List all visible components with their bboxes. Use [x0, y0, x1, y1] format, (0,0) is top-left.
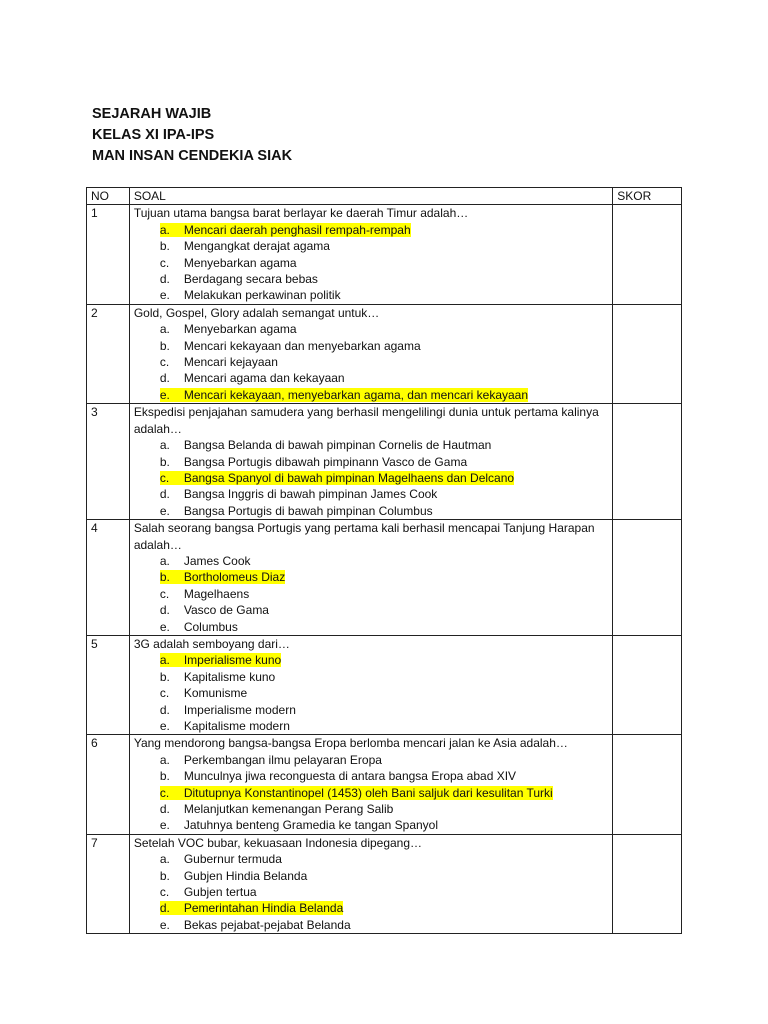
answer-option: [134, 768, 608, 784]
option-letter: b.: [159, 239, 170, 254]
score-cell[interactable]: [613, 520, 682, 636]
option-letter: e.: [159, 288, 170, 303]
option-highlight: [160, 455, 467, 469]
option-letter: b.: [159, 338, 170, 353]
option-letter: b.: [159, 769, 170, 784]
option-text: Ditutupnya Konstantinopel (1453) oleh Bani saljuk dari kesulitan Turki: [183, 785, 553, 800]
answer-option: [134, 917, 608, 933]
option-letter: d.: [159, 702, 170, 717]
option-text: Vasco de Gama: [183, 603, 269, 618]
answer-option: [134, 702, 608, 718]
option-text: Gubjen tertua: [183, 885, 257, 900]
question-cell: [129, 520, 612, 636]
option-text: Mencari daerah penghasil rempah-rempah: [183, 222, 411, 237]
option-highlight: [160, 504, 433, 518]
option-text: Pemerintahan Hindia Belanda: [183, 901, 344, 916]
option-highlight: [160, 753, 382, 767]
option-text: Mencari kejayaan: [183, 355, 278, 370]
table-row: [87, 834, 682, 933]
option-letter: a.: [159, 438, 170, 453]
option-letter: a.: [159, 752, 170, 767]
answer-option-highlighted: [134, 569, 608, 585]
option-text: Gubjen Hindia Belanda: [183, 868, 308, 883]
option-letter: c.: [159, 586, 170, 601]
option-list: [134, 652, 608, 734]
option-letter: b.: [159, 868, 170, 883]
option-letter: a.: [159, 322, 170, 337]
answer-option-highlighted: [134, 785, 608, 801]
answer-option: [134, 685, 608, 701]
option-letter: d.: [159, 272, 170, 287]
option-highlight: [160, 339, 421, 353]
question-cell: [129, 735, 612, 834]
option-letter: a.: [159, 653, 170, 668]
header-class: KELAS XI IPA-IPS: [92, 127, 215, 143]
option-highlight: [160, 256, 297, 270]
question-number: 5: [87, 635, 130, 734]
answer-option: [134, 437, 608, 453]
option-letter: a.: [159, 553, 170, 568]
option-highlight: [160, 852, 282, 866]
answer-option: [134, 851, 608, 867]
score-cell[interactable]: [613, 635, 682, 734]
option-text: Bangsa Belanda di bawah pimpinan Cornelis de Hautman: [183, 438, 492, 453]
option-letter: b.: [159, 454, 170, 469]
option-highlight: [160, 686, 247, 700]
option-highlight: [160, 885, 257, 899]
table-row: [87, 520, 682, 636]
option-highlight: [160, 554, 251, 568]
option-text: Menyebarkan agama: [183, 255, 297, 270]
question-cell: [129, 834, 612, 933]
answer-option: [134, 338, 608, 354]
option-letter: c.: [159, 885, 170, 900]
option-list: [134, 222, 608, 304]
option-letter: e.: [159, 818, 170, 833]
option-letter: c.: [159, 355, 170, 370]
option-highlight: [160, 272, 318, 286]
option-highlight: [160, 802, 393, 816]
option-highlight: [160, 918, 351, 932]
question-number: 4: [87, 520, 130, 636]
option-highlight: [160, 603, 269, 617]
option-text: Mengangkat derajat agama: [183, 239, 330, 254]
option-highlight: [160, 587, 249, 601]
option-text: Menyebarkan agama: [183, 322, 297, 337]
question-number: 2: [87, 304, 130, 403]
option-list: [134, 851, 608, 933]
question-text: Setelah VOC bubar, kekuasaan Indonesia dipegang…: [133, 835, 423, 850]
answer-option: [134, 370, 608, 386]
option-text: Mencari kekayaan, menyebarkan agama, dan mencari kekayaan: [183, 387, 529, 402]
answer-option-highlighted: [134, 900, 608, 916]
option-letter: e.: [159, 387, 170, 402]
option-highlight: [160, 786, 553, 800]
option-highlight: [160, 570, 285, 584]
option-highlight: [160, 703, 296, 717]
answer-option-highlighted: [134, 387, 608, 403]
option-highlight: [160, 388, 528, 402]
question-text: Tujuan utama bangsa barat berlayar ke daerah Timur adalah…: [133, 206, 469, 221]
answer-option: [134, 817, 608, 833]
question-cell: [129, 304, 612, 403]
question-text: Salah seorang bangsa Portugis yang pertama kali berhasil mencapai Tanjung Harapan adalah…: [133, 521, 595, 552]
answer-option: [134, 586, 608, 602]
option-text: Melakukan perkawinan politik: [183, 288, 341, 303]
answer-option: [134, 454, 608, 470]
answer-option: [134, 486, 608, 502]
answer-option: [134, 752, 608, 768]
option-text: Mencari agama dan kekayaan: [183, 371, 345, 386]
option-highlight: [160, 769, 516, 783]
score-cell[interactable]: [613, 304, 682, 403]
option-letter: b.: [159, 669, 170, 684]
answer-option: [134, 718, 608, 734]
question-table: [86, 187, 682, 934]
answer-option: [134, 868, 608, 884]
table-header-row: [87, 188, 682, 205]
option-text: Mencari kekayaan dan menyebarkan agama: [183, 338, 421, 353]
answer-option: [134, 321, 608, 337]
option-highlight: [160, 901, 343, 915]
option-text: Bangsa Portugis dibawah pimpinann Vasco de Gama: [183, 454, 468, 469]
option-list: [134, 553, 608, 635]
question-text: Ekspedisi penjajahan samudera yang berhasil mengelilingi dunia untuk pertama kalinya adalah…: [133, 405, 599, 436]
option-letter: e.: [159, 917, 170, 932]
option-letter: d.: [159, 603, 170, 618]
question-text: 3G adalah semboyang dari…: [133, 636, 290, 651]
option-highlight: [160, 322, 297, 336]
option-letter: e.: [159, 503, 170, 518]
answer-option: [134, 238, 608, 254]
option-letter: b.: [159, 570, 170, 585]
score-cell[interactable]: [613, 205, 682, 304]
option-text: Bekas pejabat-pejabat Belanda: [183, 917, 351, 932]
answer-option: [134, 669, 608, 685]
table-row: [87, 735, 682, 834]
table-row: [87, 304, 682, 403]
answer-option: [134, 271, 608, 287]
option-text: Magelhaens: [183, 586, 250, 601]
option-letter: a.: [159, 852, 170, 867]
option-text: Bortholomeus Diaz: [183, 570, 286, 585]
answer-option: [134, 287, 608, 303]
option-highlight: [160, 670, 275, 684]
option-highlight: [160, 620, 238, 634]
score-cell[interactable]: [613, 735, 682, 834]
answer-option: [134, 619, 608, 635]
question-number: 6: [87, 735, 130, 834]
option-text: Kapitalisme kuno: [183, 669, 276, 684]
table-row: [87, 205, 682, 304]
option-text: Bangsa Portugis di bawah pimpinan Columbus: [183, 503, 433, 518]
header-subject: SEJARAH WAJIB: [92, 106, 212, 122]
question-text: Gold, Gospel, Glory adalah semangat untuk…: [133, 305, 380, 320]
question-cell: [129, 205, 612, 304]
document-header: [92, 104, 292, 167]
option-highlight: [160, 653, 281, 667]
option-letter: e.: [159, 619, 170, 634]
header-school: MAN INSAN CENDEKIA SIAK: [92, 148, 293, 164]
answer-option: [134, 255, 608, 271]
option-text: Columbus: [183, 619, 238, 634]
column-header-soal: SOAL: [129, 188, 612, 205]
answer-option: [134, 801, 608, 817]
option-letter: c.: [159, 686, 170, 701]
question-number: 7: [87, 834, 130, 933]
score-cell[interactable]: [613, 834, 682, 933]
answer-option: [134, 602, 608, 618]
option-text: Munculnya jiwa reconguesta di antara bangsa Eropa abad XIV: [183, 769, 517, 784]
option-list: [134, 321, 608, 403]
table-row: [87, 404, 682, 520]
question-cell: [129, 635, 612, 734]
option-text: Jatuhnya benteng Gramedia ke tangan Spanyol: [183, 818, 439, 833]
option-letter: c.: [159, 785, 170, 800]
answer-option-highlighted: [134, 470, 608, 486]
option-list: [134, 752, 608, 834]
option-text: Berdagang secara bebas: [183, 272, 318, 287]
option-highlight: [160, 438, 492, 452]
answer-option: [134, 553, 608, 569]
answer-option: [134, 503, 608, 519]
option-text: Imperialisme modern: [183, 702, 296, 717]
option-letter: c.: [159, 255, 170, 270]
table-row: [87, 635, 682, 734]
question-cell: [129, 404, 612, 520]
question-number: 3: [87, 404, 130, 520]
option-text: Imperialisme kuno: [183, 653, 282, 668]
answer-option-highlighted: [134, 652, 608, 668]
option-text: Melanjutkan kemenangan Perang Salib: [183, 802, 394, 817]
option-letter: d.: [159, 487, 170, 502]
option-letter: d.: [159, 901, 170, 916]
option-letter: c.: [159, 470, 170, 485]
question-number: 1: [87, 205, 130, 304]
option-highlight: [160, 818, 438, 832]
option-highlight: [160, 371, 345, 385]
option-text: Kapitalisme modern: [183, 719, 290, 733]
option-highlight: [160, 719, 290, 733]
option-text: Gubernur termuda: [183, 852, 282, 867]
option-highlight: [160, 288, 341, 302]
option-highlight: [160, 239, 330, 253]
option-highlight: [160, 223, 411, 237]
option-text: Bangsa Spanyol di bawah pimpinan Magelhaens dan Delcano: [183, 470, 515, 485]
question-rows: [87, 205, 682, 934]
option-highlight: [160, 471, 514, 485]
answer-option-highlighted: [134, 222, 608, 238]
option-list: [134, 437, 608, 519]
option-letter: a.: [159, 222, 170, 237]
option-text: James Cook: [183, 553, 251, 568]
column-header-skor: SKOR: [613, 188, 682, 205]
option-highlight: [160, 487, 437, 501]
option-letter: d.: [159, 802, 170, 817]
column-header-no: NO: [87, 188, 130, 205]
score-cell[interactable]: [613, 404, 682, 520]
answer-option: [134, 884, 608, 900]
option-text: Perkembangan ilmu pelayaran Eropa: [183, 752, 382, 767]
option-text: Komunisme: [183, 686, 248, 701]
option-text: Bangsa Inggris di bawah pimpinan James Cook: [183, 487, 438, 502]
option-letter: e.: [159, 719, 170, 733]
answer-option: [134, 354, 608, 370]
question-text: Yang mendorong bangsa-bangsa Eropa berlomba mencari jalan ke Asia adalah…: [133, 736, 568, 751]
option-highlight: [160, 869, 307, 883]
option-highlight: [160, 355, 278, 369]
option-letter: d.: [159, 371, 170, 386]
